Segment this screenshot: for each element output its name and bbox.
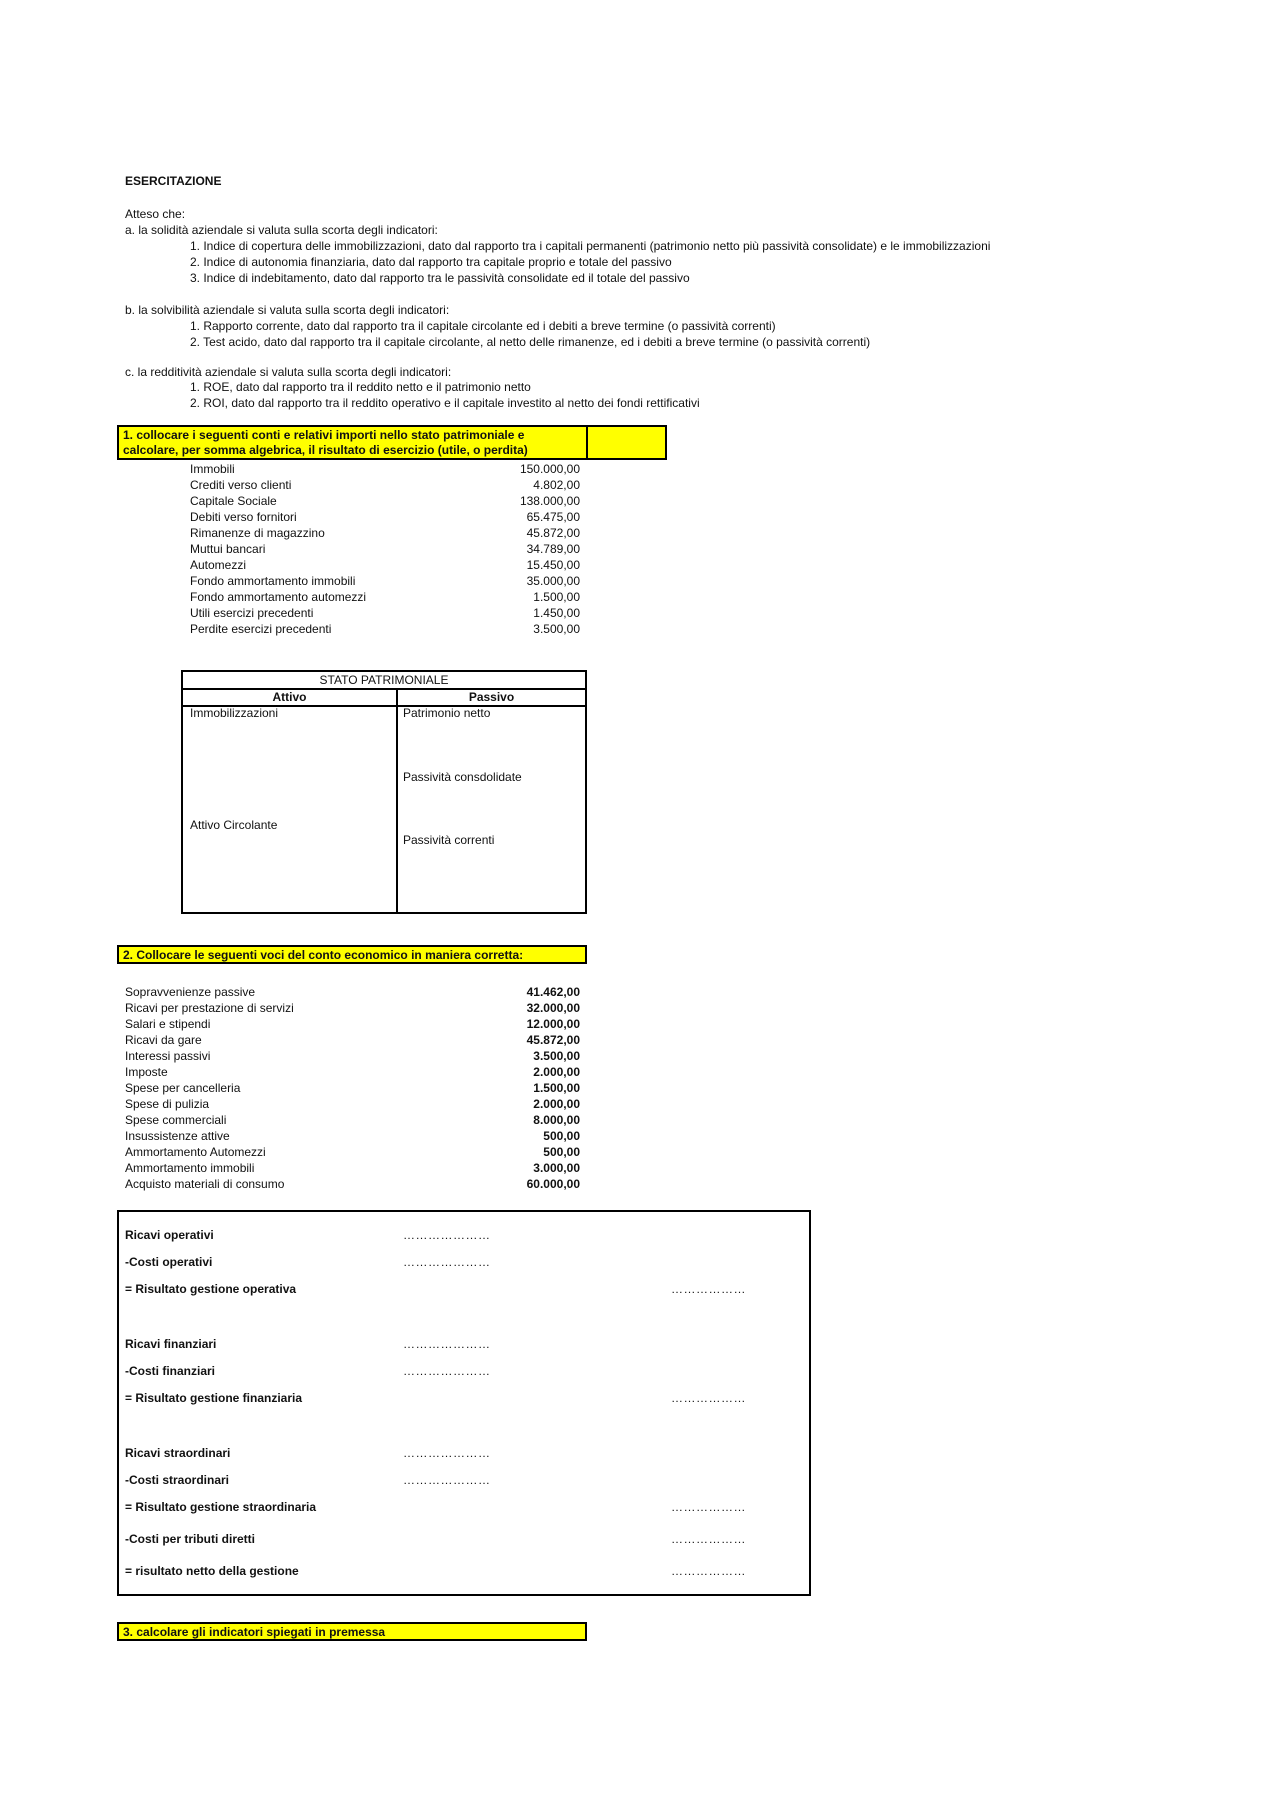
intro-b-item: 2. Test acido, dato dal rapporto tra il capitale circolante, al netto delle rimanenze, ed i debiti a breve termine (o passività correnti) <box>190 335 871 349</box>
account-value: 150.000,00 <box>519 462 580 476</box>
ce-item-value: 8.000,00 <box>533 1113 580 1127</box>
ce-item-label: Insussistenze attive <box>125 1129 230 1143</box>
account-label: Immobili <box>190 462 235 476</box>
passivo-header: Passivo <box>398 690 585 707</box>
intro-a-item: 3. Indice di indebitamento, dato dal rapporto tra le passività consolidate ed il totale del passivo <box>190 271 690 285</box>
ce-item-value: 2.000,00 <box>533 1065 580 1079</box>
ce-item-value: 500,00 <box>543 1145 580 1159</box>
ce-item-label: Ricavi per prestazione di servizi <box>125 1001 294 1015</box>
task1-title-line1: 1. collocare i seguenti conti e relativi importi nello stato patrimoniale e <box>123 428 525 442</box>
account-label: Fondo ammortamento immobili <box>190 574 356 588</box>
stato-patrimoniale-header: STATO PATRIMONIALE <box>183 672 585 690</box>
account-value: 45.872,00 <box>526 526 580 540</box>
risultato-netto-label: = risultato netto della gestione <box>125 1564 299 1578</box>
column-divider <box>396 690 398 912</box>
account-value: 4.802,00 <box>533 478 580 492</box>
intro-lead: Atteso che: <box>125 207 186 221</box>
intro-a-item: 1. Indice di copertura delle immobilizzazioni, dato dal rapporto tra i capitali permanenti (patrimonio netto più passività consolidate) e le immobilizzazioni <box>190 239 991 253</box>
account-value: 34.789,00 <box>526 542 580 556</box>
costi-tributi-label: -Costi per tributi diretti <box>125 1532 255 1546</box>
task1-divider <box>586 427 588 458</box>
intro-a-item: 2. Indice di autonomia finanziaria, dato dal rapporto tra capitale proprio e totale del passivo <box>190 255 672 269</box>
ce-item-label: Spese per cancelleria <box>125 1081 241 1095</box>
immobilizzazioni-label: Immobilizzazioni <box>190 706 279 720</box>
ricavi-operativi-blank: ………………… <box>403 1228 491 1242</box>
ricavi-straordinari-label: Ricavi straordinari <box>125 1446 231 1460</box>
conto-economico-box <box>117 1210 811 1596</box>
risultato-netto-blank: ……………… <box>671 1564 746 1578</box>
task3-title: 3. calcolare gli indicatori spiegati in premessa <box>123 1625 386 1639</box>
task1-highlight <box>117 425 667 460</box>
intro-b-heading: b. la solvibilità aziendale si valuta sulla scorta degli indicatori: <box>125 303 450 317</box>
ce-item-label: Salari e stipendi <box>125 1017 211 1031</box>
costi-finanziari-label: -Costi finanziari <box>125 1364 216 1378</box>
ce-item-value: 2.000,00 <box>533 1097 580 1111</box>
ce-item-label: Sopravvenienze passive <box>125 985 256 999</box>
ricavi-operativi-label: Ricavi operativi <box>125 1228 214 1242</box>
ce-item-label: Spese di pulizia <box>125 1097 210 1111</box>
intro-c-item: 1. ROE, dato dal rapporto tra il reddito netto e il patrimonio netto <box>190 380 531 394</box>
ce-item-value: 32.000,00 <box>526 1001 580 1015</box>
ce-item-value: 500,00 <box>543 1129 580 1143</box>
account-label: Muttui bancari <box>190 542 266 556</box>
ce-item-label: Ammortamento immobili <box>125 1161 255 1175</box>
risultato-finanziaria-label: = Risultato gestione finanziaria <box>125 1391 303 1405</box>
account-value: 1.450,00 <box>533 606 580 620</box>
intro-c-heading: c. la redditività aziendale si valuta sulla scorta degli indicatori: <box>125 365 452 379</box>
task1-title-line2: calcolare, per somma algebrica, il risultato di esercizio (utile, o perdita) <box>123 443 528 457</box>
account-value: 3.500,00 <box>533 622 580 636</box>
ce-item-value: 3.000,00 <box>533 1161 580 1175</box>
account-label: Debiti verso fornitori <box>190 510 297 524</box>
account-label: Capitale Sociale <box>190 494 277 508</box>
ricavi-finanziari-blank: ………………… <box>403 1337 491 1351</box>
ce-item-value: 45.872,00 <box>526 1033 580 1047</box>
ce-item-value: 1.500,00 <box>533 1081 580 1095</box>
patrimonio-netto-label: Patrimonio netto <box>403 706 491 720</box>
account-value: 1.500,00 <box>533 590 580 604</box>
costi-straordinari-label: -Costi straordinari <box>125 1473 230 1487</box>
costi-tributi-blank: ……………… <box>671 1532 746 1546</box>
costi-operativi-blank: ………………… <box>403 1255 491 1269</box>
risultato-straordinaria-blank: ……………… <box>671 1500 746 1514</box>
costi-finanziari-blank: ………………… <box>403 1364 491 1378</box>
task2-title: 2. Collocare le seguenti voci del conto economico in maniera corretta: <box>123 948 524 962</box>
risultato-straordinaria-label: = Risultato gestione straordinaria <box>125 1500 317 1514</box>
ce-item-label: Interessi passivi <box>125 1049 211 1063</box>
passivita-consolidate-label: Passività consdolidate <box>403 770 522 784</box>
passivita-correnti-label: Passività correnti <box>403 833 495 847</box>
intro-c-item: 2. ROI, dato dal rapporto tra il reddito operativo e il capitale investito al netto dei fondi rettificativi <box>190 396 700 410</box>
ce-item-value: 41.462,00 <box>526 985 580 999</box>
account-value: 15.450,00 <box>526 558 580 572</box>
costi-straordinari-blank: ………………… <box>403 1473 491 1487</box>
task2-highlight <box>117 945 587 964</box>
account-label: Perdite esercizi precedenti <box>190 622 332 636</box>
account-value: 65.475,00 <box>526 510 580 524</box>
task3-highlight <box>117 1622 587 1641</box>
stato-patrimoniale-table <box>181 670 587 914</box>
ce-item-value: 3.500,00 <box>533 1049 580 1063</box>
ce-item-label: Spese commerciali <box>125 1113 227 1127</box>
ce-item-label: Acquisto materiali di consumo <box>125 1177 285 1191</box>
account-label: Crediti verso clienti <box>190 478 292 492</box>
risultato-finanziaria-blank: ……………… <box>671 1391 746 1405</box>
ce-item-value: 12.000,00 <box>526 1017 580 1031</box>
account-value: 35.000,00 <box>526 574 580 588</box>
ce-item-label: Ricavi da gare <box>125 1033 202 1047</box>
ce-item-label: Imposte <box>125 1065 168 1079</box>
account-label: Rimanenze di magazzino <box>190 526 325 540</box>
attivo-circolante-label: Attivo Circolante <box>190 818 278 832</box>
page-title: ESERCITAZIONE <box>125 174 222 188</box>
risultato-operativa-label: = Risultato gestione operativa <box>125 1282 297 1296</box>
ce-item-value: 60.000,00 <box>526 1177 580 1191</box>
costi-operativi-label: -Costi operativi <box>125 1255 213 1269</box>
ricavi-straordinari-blank: ………………… <box>403 1446 491 1460</box>
account-value: 138.000,00 <box>519 494 580 508</box>
account-label: Utili esercizi precedenti <box>190 606 314 620</box>
risultato-operativa-blank: ……………… <box>671 1282 746 1296</box>
ce-item-label: Ammortamento Automezzi <box>125 1145 266 1159</box>
intro-b-item: 1. Rapporto corrente, dato dal rapporto tra il capitale circolante ed i debiti a breve termine (o passività correnti) <box>190 319 776 333</box>
account-label: Automezzi <box>190 558 247 572</box>
intro-a-heading: a. la solidità aziendale si valuta sulla scorta degli indicatori: <box>125 223 438 237</box>
account-label: Fondo ammortamento automezzi <box>190 590 367 604</box>
ricavi-finanziari-label: Ricavi finanziari <box>125 1337 217 1351</box>
attivo-header: Attivo <box>183 690 396 707</box>
